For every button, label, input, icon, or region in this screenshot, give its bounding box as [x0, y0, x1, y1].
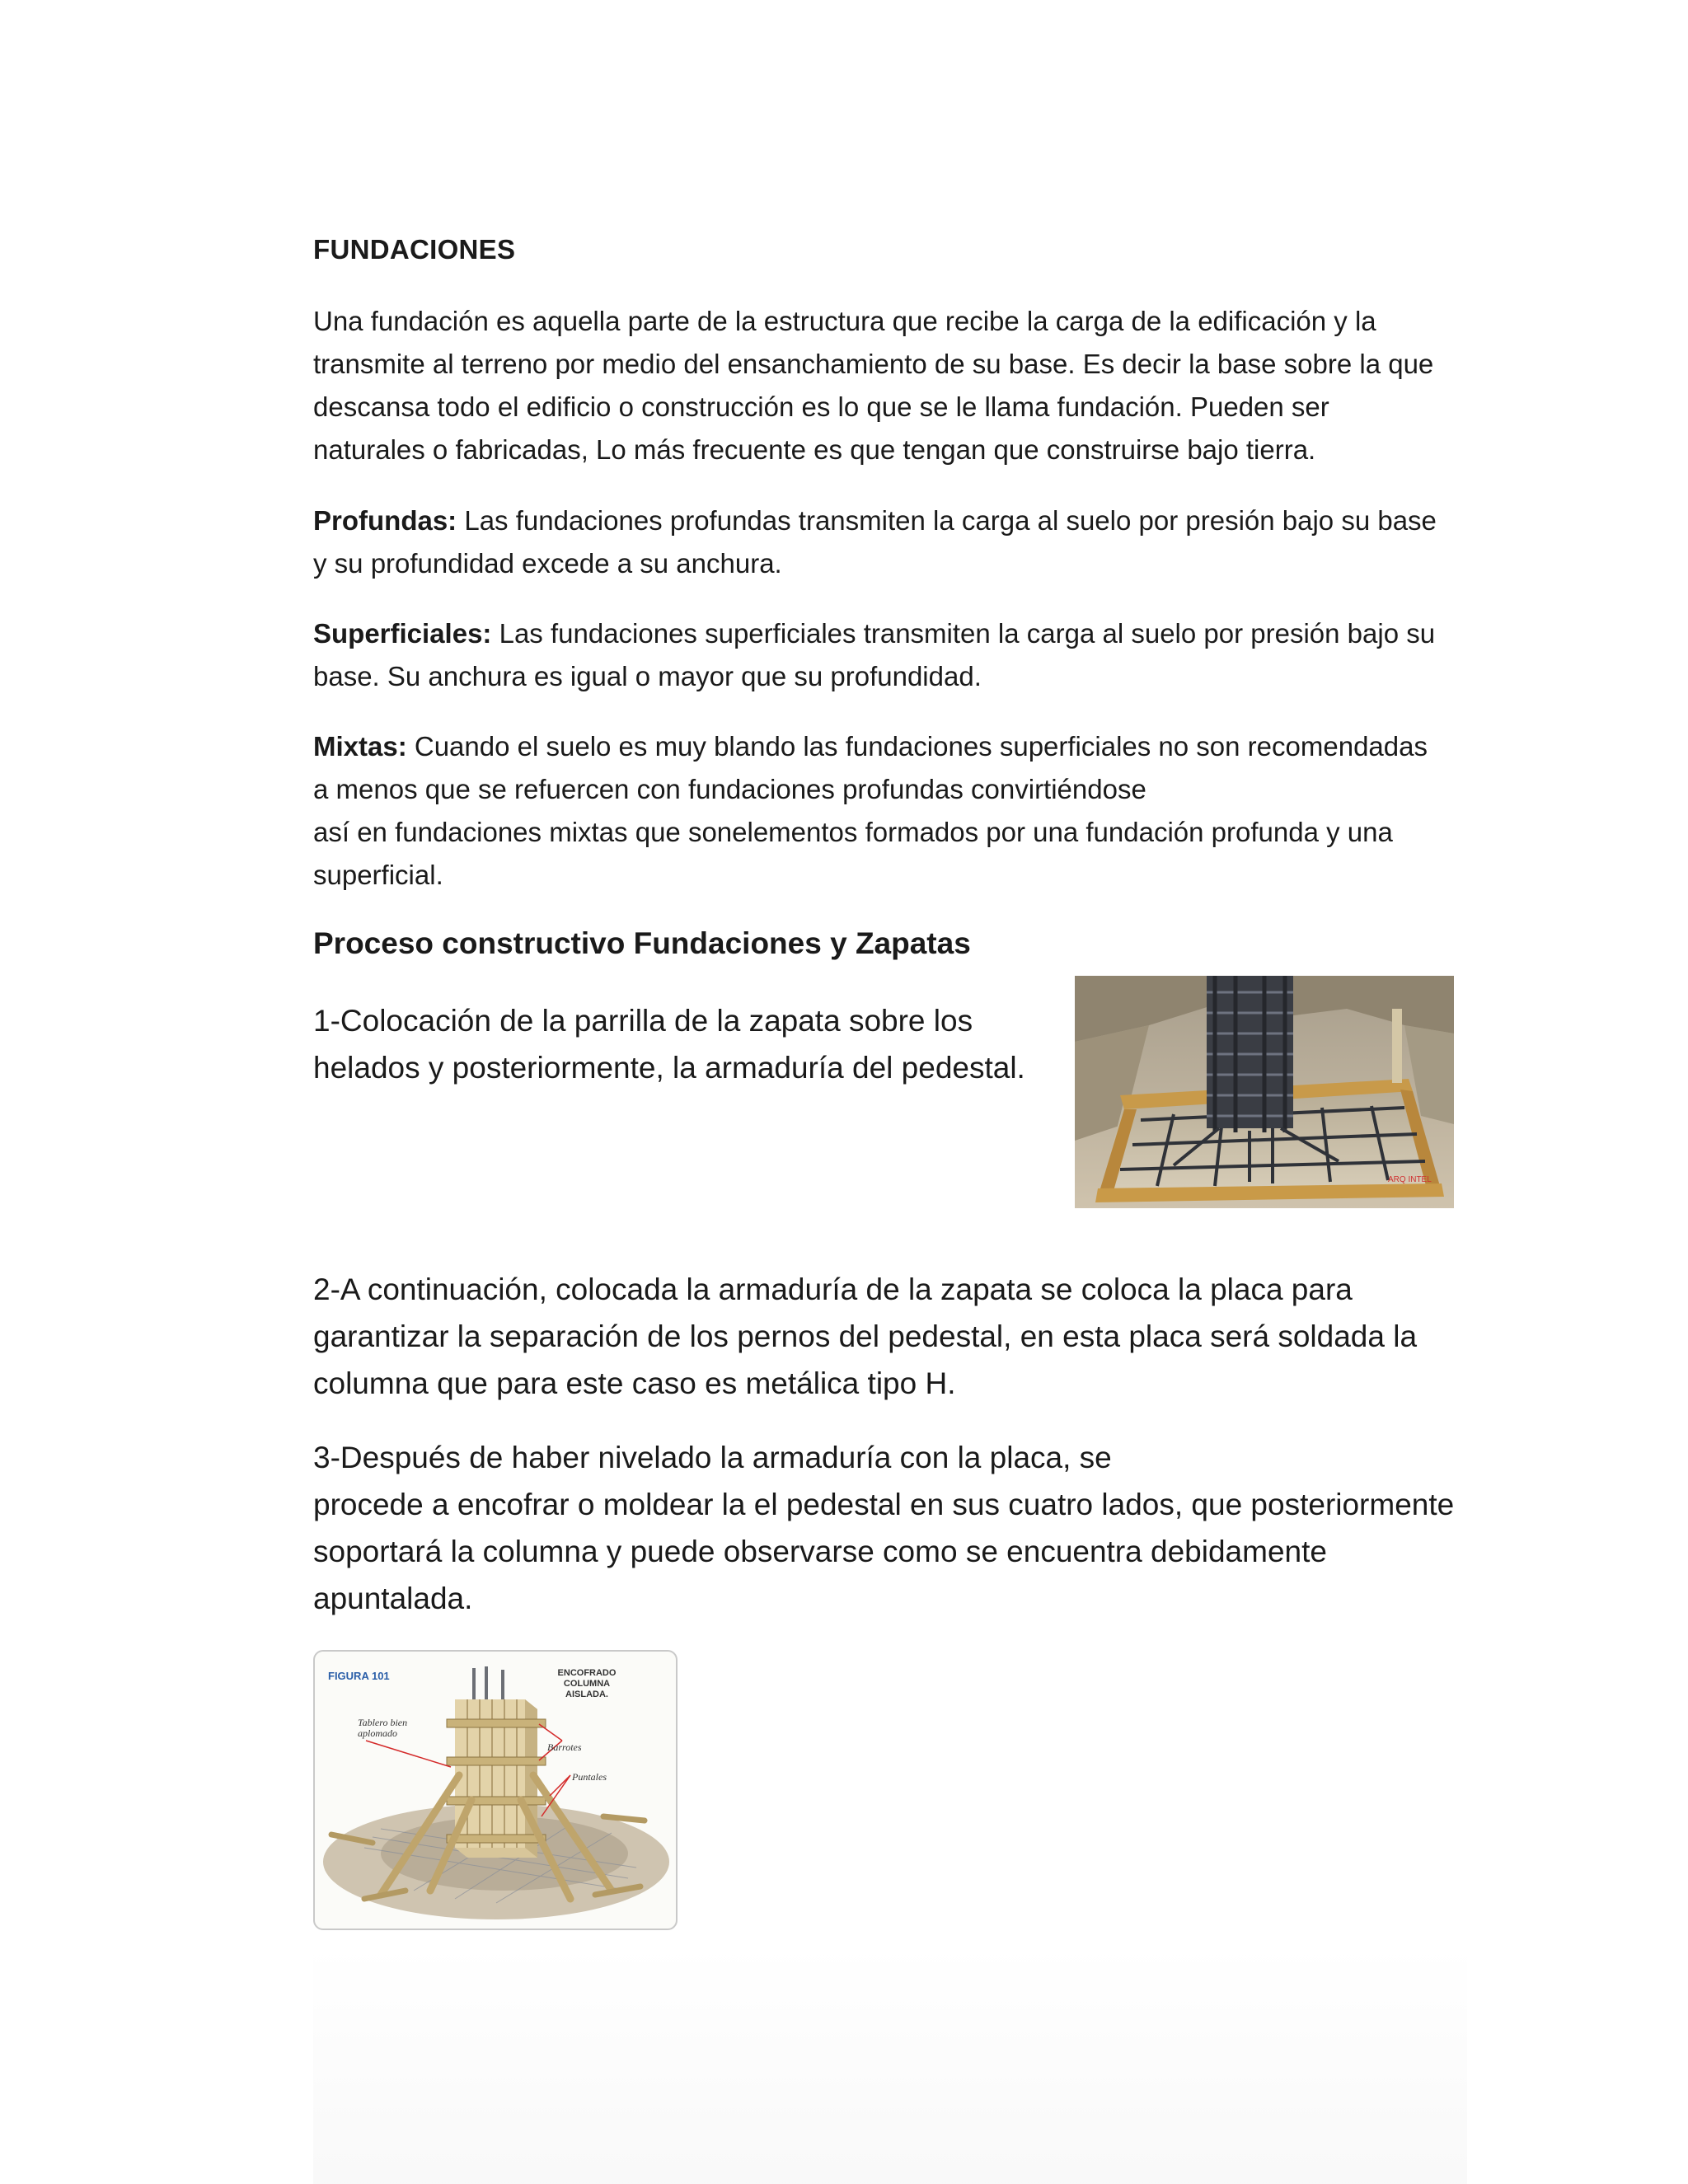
intro-line: Una fundación es aquella parte de la estructura que recibe la carga de la edificación y la — [313, 306, 1376, 336]
intro-paragraph — [313, 300, 1463, 471]
formwork-figure — [313, 1650, 678, 1930]
step-3-line: apuntalada. — [313, 1582, 473, 1615]
figure-caption-line: COLUMNA — [563, 1679, 611, 1689]
profundas-label: Profundas: — [313, 505, 457, 536]
figure-caption — [554, 1668, 620, 1700]
intro-line: transmite al terreno por medio del ensanchamiento de su base. Es decir la base sobre la que — [313, 349, 1434, 379]
superficiales-label: Superficiales: — [313, 618, 492, 649]
step-2-paragraph — [313, 1266, 1417, 1407]
section-heading: Proceso constructivo Fundaciones y Zapatas — [313, 926, 971, 960]
scan-shading — [313, 1945, 1467, 2184]
mixtas-paragraph — [313, 725, 1463, 897]
superficiales-text: Las fundaciones superficiales transmiten la carga al suelo por presión bajo su — [491, 618, 1436, 649]
note-barrotes: Barrotes — [547, 1741, 582, 1753]
profundas-text-2: y su profundidad excede a su anchura. — [313, 548, 782, 579]
mixtas-label: Mixtas: — [313, 731, 407, 762]
figure-caption-line: ENCOFRADO — [557, 1668, 617, 1678]
step-2-line: 2-A continuación, colocada la armaduría de la zapata se coloca la placa para — [313, 1272, 1353, 1306]
mixtas-text: Cuando el suelo es muy blando las fundaciones superficiales no son recomendadas — [406, 731, 1428, 762]
note-tablero — [358, 1718, 407, 1739]
step-3-line: 3-Después de haber nivelado la armaduría con la placa, se — [313, 1441, 1112, 1474]
profundas-text: Las fundaciones profundas transmiten la carga al suelo por presión bajo su base — [457, 505, 1437, 536]
step-2-line: garantizar la separación de los pernos del pedestal, en esta placa será soldada la — [313, 1319, 1418, 1353]
step-3-line: soportará la columna y puede observarse como se encuentra debidamente — [313, 1535, 1327, 1568]
step-3-paragraph — [313, 1434, 1454, 1622]
svg-text:ARQ INTEL: ARQ INTEL — [1388, 1175, 1432, 1184]
profundas-paragraph — [313, 499, 1463, 585]
note-puntales: Puntales — [572, 1771, 607, 1783]
step-1-paragraph — [313, 997, 1025, 1091]
note-tablero-line: aplomado — [358, 1727, 397, 1739]
figure-number: FIGURA 101 — [328, 1670, 390, 1682]
footing-rebar-photo — [1075, 976, 1454, 1208]
step-1-line: 1-Colocación de la parrilla de la zapata sobre los — [313, 1004, 973, 1038]
step-3-line: procede a encofrar o moldear la el pedestal en sus cuatro lados, que posteriormente — [313, 1488, 1455, 1521]
intro-line: naturales o fabricadas, Lo más frecuente es que tengan que construirse bajo tierra. — [313, 434, 1316, 465]
page-title: FUNDACIONES — [313, 234, 516, 265]
step-2-line: columna que para este caso es metálica tipo H. — [313, 1366, 956, 1400]
superficiales-text-2: base. Su anchura es igual o mayor que su profundidad. — [313, 661, 982, 691]
figure-caption-line: AISLADA. — [565, 1690, 608, 1699]
mixtas-text-4: superficial. — [313, 860, 443, 890]
step-1-line: helados y posteriormente, la armaduría del pedestal. — [313, 1051, 1025, 1085]
mixtas-text-2: a menos que se refuercen con fundaciones profundas convirtiéndose — [313, 774, 1146, 804]
superficiales-paragraph — [313, 612, 1463, 698]
note-tablero-line: Tablero bien — [358, 1717, 408, 1728]
intro-line: descansa todo el edificio o construcción es lo que se le llama fundación. Pueden ser — [313, 391, 1329, 422]
mixtas-text-3: así en fundaciones mixtas que sonelementos formados por una fundación profunda y una — [313, 817, 1393, 847]
